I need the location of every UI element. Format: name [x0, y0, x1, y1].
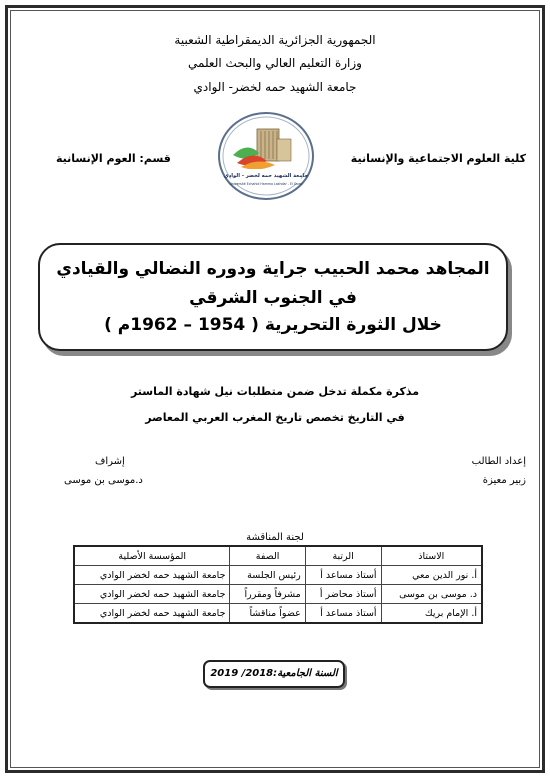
specialty-description: في التاريخ تخصص تاريخ المغرب العربي المعاصر — [145, 411, 405, 424]
column-header-institution: المؤسسة الأصلية — [74, 546, 230, 566]
rank-cell: أستاذ مساعد أ — [305, 604, 381, 624]
role-cell: عضواً مناقشاً — [230, 604, 305, 624]
thesis-title-box — [38, 243, 508, 351]
university-name: جامعة الشهيد حمه لخضر- الوادي — [193, 80, 357, 94]
rank-cell: أستاذ محاضر أ — [305, 585, 381, 604]
logo-text-arabic: جامعة الشهيد حمه لخضر - الوادي — [223, 173, 309, 179]
supervisor-name: د.موسى بن موسى — [64, 475, 143, 486]
rank-cell: أستاذ مساعد أ — [305, 566, 381, 585]
republic-name: الجمهورية الجزائرية الديمقراطية الشعبية — [174, 33, 376, 47]
department-name: قسم: العوم الإنسانية — [56, 152, 171, 165]
institution-cell: جامعة الشهيد حمه لخضر الوادي — [74, 585, 230, 604]
university-logo-icon — [217, 111, 315, 201]
column-header-role: الصفة — [230, 546, 305, 566]
institution-cell: جامعة الشهيد حمه لخضر الوادي — [74, 604, 230, 624]
thesis-title-line-3: خلال الثورة التحريرية ( 1954 – 1962م ) — [104, 315, 442, 335]
institution-cell: جامعة الشهيد حمه لخضر الوادي — [74, 566, 230, 585]
committee-title: لجنة المناقشة — [246, 532, 304, 543]
faculty-name: كلية العلوم الاجتماعية والإنسانية — [350, 152, 526, 165]
committee-header-row — [74, 546, 482, 566]
academic-year-box: السنة الجامعية:2018/ 2019 — [203, 660, 345, 688]
memo-description: مذكرة مكملة تدخل ضمن متطلبات نيل شهادة الماستر — [130, 385, 420, 398]
column-header-rank: الرتبة — [305, 546, 381, 566]
professor-cell: أ. الإمام بريك — [381, 604, 482, 624]
table-row — [74, 566, 482, 585]
table-row — [74, 585, 482, 604]
column-header-professor: الاستاذ — [381, 546, 482, 566]
committee-table — [73, 545, 483, 624]
prepared-by-label: إعداد الطالب — [471, 456, 526, 467]
professor-cell: أ. نور الدين معي — [381, 566, 482, 585]
thesis-title-line-1: المجاهد محمد الحبيب جراية ودوره النضالي والقيادي — [56, 259, 490, 279]
role-cell: رئيس الجلسة — [230, 566, 305, 585]
ministry-name: وزارة التعليم العالي والبحث العلمي — [188, 56, 362, 70]
supervision-label: إشراف — [95, 456, 125, 467]
logo-text-latin: Université Echahid Hamma Lakhdar - El Oued — [229, 182, 303, 186]
student-name: زبير معيزة — [482, 475, 526, 486]
professor-cell: د. موسى بن موسى — [381, 585, 482, 604]
thesis-title-line-2: في الجنوب الشرقي — [189, 288, 357, 308]
role-cell: مشرفاً ومقرراً — [230, 585, 305, 604]
table-row — [74, 604, 482, 624]
